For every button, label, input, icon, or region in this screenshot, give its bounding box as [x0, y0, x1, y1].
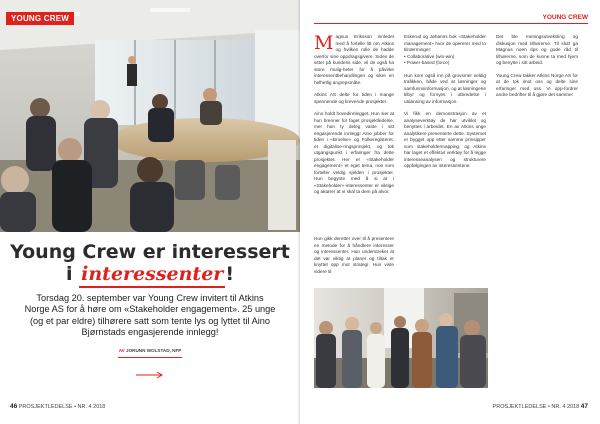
column-1-text-1: agnus Eriksson innledet med å fortelle litt om Atkins og hvilken rolle de hadde overfor sine oppdragsgivere. Siden de sitter på kundens side, vil de også ha store mulig-heter for å påvirke interessentbehandlingen og sikre en helhetlig angrepsmåte. — [314, 34, 394, 85]
headline-suffix: ! — [225, 263, 234, 285]
headline-prefix: i — [66, 263, 73, 285]
section-tag-right: YOUNG CREW — [542, 14, 588, 21]
column-3-paragraph-1: Det ble meningsutveksling og diskusjon med tilhørerne. Til slutt ga Magnus noen tips og gode råd til tilhørerne, som de kunne ta med hjem og benytte i sitt arbeid. — [496, 34, 578, 65]
lead-paragraph: Torsdag 20. september var Young Crew invitert til Atkins Norge AS for å høre om «Stakeholder engagement». 25 unge (og et par eldre) tilhørere satt som tente lys og lyttet til Aino Bjørnstads engasjerende innlegg! — [24, 293, 276, 338]
column-1-paragraph-3: Aino holdt hovedinnlegget. Hun sier at hun brenner for faget prosjektledelse, mer hun ty deleg vaste i sitt engasjerende innlegg! Aino jobber for tiden i «Broelse» og Folkeregisteret, et digitalise-ringsprosjekt, og tok utgangspunkt i erfaringer fra dette prosjektet. Her er «Stakeholder engagement» et eget tema, noe som forteller veldig sjelden i prosjekter. Hun begynte med å si at i «Stakeholder»-interessenter er viktige og aktører at vi skal ta dem på alvor. — [314, 111, 394, 194]
page-number-right: 47 — [580, 403, 588, 410]
column-2-paragraph-1 — [404, 34, 486, 67]
header-rule — [314, 23, 588, 24]
arrow-right-icon — [136, 371, 164, 379]
byline — [0, 348, 300, 353]
headline-highlight-wrap — [79, 262, 225, 288]
group-photo — [314, 288, 488, 388]
meeting-room-photo-graphic — [0, 0, 300, 232]
column-2-paragraph-2: Hun kom også inn på grovsmer veldig trafikken, både ved at løsninger og samfunnsinformasjon, og at løsningene tilbyr og fornyes i utbredelse i utdanning av informasjon. — [404, 72, 486, 104]
column-2-paragraph-3: Vi fikk en demonstrasjon av et analyseverktøy de har utviklet og benyttes i arbeidet. En av Atkins unge analytikere presenterte dette. Systemet er bygget opp etter samme prinsipper som stakeholdermapping, og Atkins har laget et effektivt verktøy for å legge interesseanalysen og strukturere oppfølgingen av interessentene. — [404, 111, 486, 168]
bullet-item-2: • Power-based (force) — [404, 60, 450, 65]
group-photo-graphic — [314, 288, 488, 388]
headline-line2 — [0, 262, 300, 288]
column-1-paragraph-2: Atkins AS delte for tiden i mange spennende og krevende prosjekter. — [314, 92, 394, 104]
page-number-left: 46 — [10, 403, 18, 410]
headline-highlight: interessenter — [81, 263, 224, 285]
column-2 — [404, 34, 486, 176]
column-3-paragraph-2: Young Crew takker Atkins Norge AS for at de tok imot oss og delte sine erfaringer med oss. Vi opp-fordrer andre bedrifter til å gjøre det samme! — [496, 72, 578, 97]
drop-cap: M — [314, 32, 334, 54]
bullet-item-1: • Collaborative (win-win) — [404, 53, 455, 59]
footer-left-text: PROSJEKTLEDELSE • NR. 4 2018 — [18, 404, 106, 410]
section-tag: YOUNG CREW — [6, 12, 74, 25]
column-3 — [496, 34, 578, 105]
footer-right-text: PROSJEKTLEDELSE • NR. 4 2018 — [492, 404, 580, 410]
column-1-paragraph-1 — [314, 34, 394, 86]
footer-left — [10, 403, 105, 410]
column-1-paragraph-4: Hun gikk deretter over til å presentere en metode for å håndtere interesser og interessenter. Hun understreket at det var viktig at planer og tiltak er knyttet opp mot strategi. Hun viste videre til — [314, 236, 394, 274]
byline-divider — [118, 357, 182, 358]
column-1-bottom — [314, 236, 394, 281]
byline-prefix: AV — [118, 348, 125, 353]
footer-right — [493, 403, 588, 410]
headline-line1: Young Crew er interessert — [10, 241, 290, 263]
meeting-room-photo — [0, 0, 300, 232]
column-2-text-1: Eskerud og Jøhanns bok «Stakeholder management» hvor de opererer med to tilnærminger: — [404, 34, 486, 52]
column-1 — [314, 34, 394, 202]
byline-author: JORUNN WOLSTAD, NFP — [126, 348, 182, 353]
